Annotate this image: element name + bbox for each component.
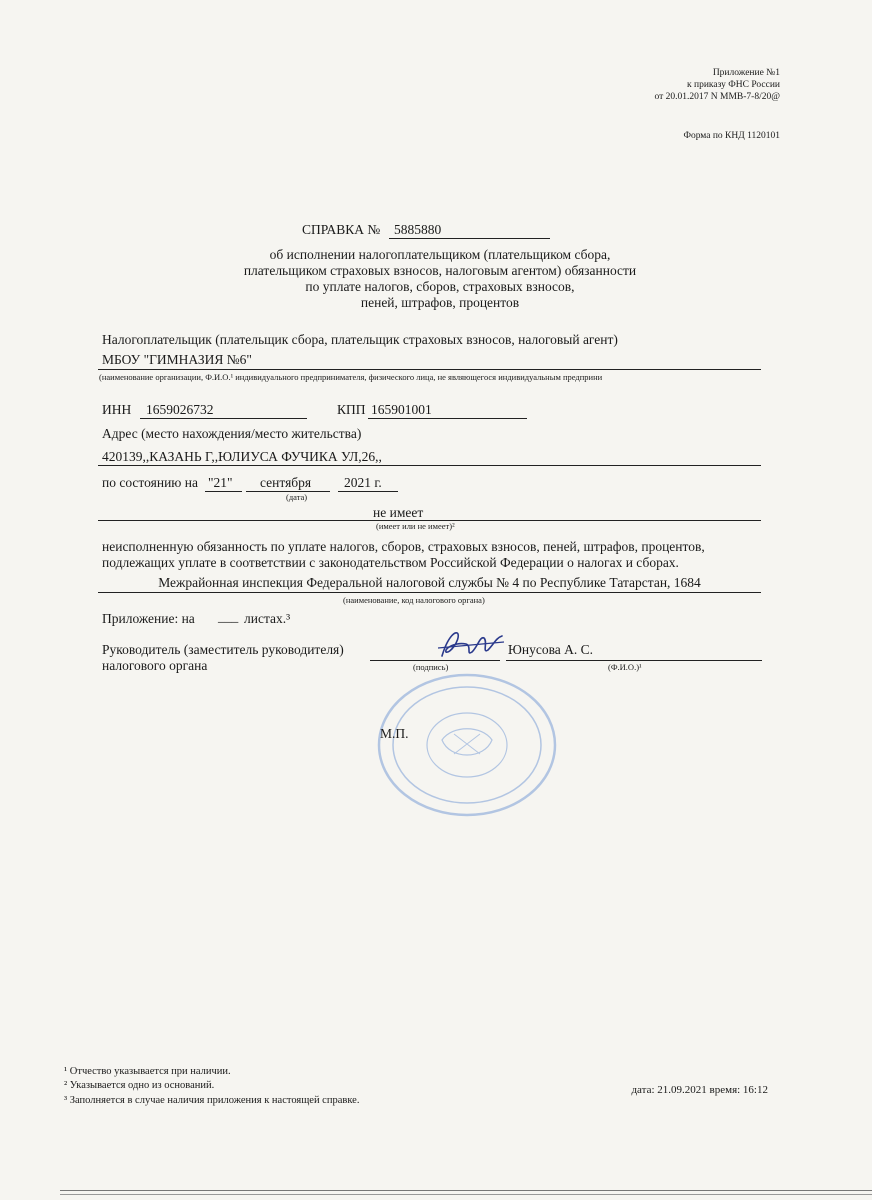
signer-role-line-2: налогового органа	[102, 658, 208, 673]
title-line-1: об исполнении налогоплательщиком (плательщиком сбора,	[269, 247, 611, 262]
seal-place-label: М.П.	[380, 726, 409, 741]
date-month: сентября	[260, 475, 312, 490]
print-timestamp: дата: 21.09.2021 время: 16:12	[631, 1084, 768, 1096]
attachment-blank: ___	[218, 609, 239, 624]
signature-caption: (подпись)	[413, 662, 449, 672]
footnote-3: ³ Заполняется в случае наличия приложения к настоящей справке.	[64, 1095, 360, 1106]
tax-authority-name: Межрайонная инспекция Федеральной налоговой службы № 4 по Республике Татарстан, 1684	[158, 575, 701, 590]
official-stamp-seal	[372, 670, 562, 820]
obligation-text-2: подлежащих уплате в соответствии с законодательством Российской Федерации о налогах и сборах.	[102, 555, 679, 570]
title-line-2: плательщиком страховых взносов, налоговым агентом) обязанности	[243, 263, 637, 278]
form-code: Форма по КНД 1120101	[683, 131, 780, 141]
kpp-value: 165901001	[371, 402, 432, 417]
address-value: 420139,,КАЗАНЬ Г,,ЮЛИУСА ФУЧИКА УЛ,26,,	[102, 449, 382, 464]
obligation-text-1: неисполненную обязанность по уплате налогов, сборов, страховых взносов, пеней, штрафов, процентов,	[102, 539, 705, 554]
taxpayer-name: МБОУ "ГИМНАЗИЯ №6"	[102, 352, 252, 367]
attachment-sheets: листах.³	[244, 611, 291, 626]
handwritten-signature	[436, 626, 506, 662]
order-label: к приказу ФНС России	[687, 80, 780, 90]
signer-role-line-1: Руководитель (заместитель руководителя)	[102, 642, 344, 657]
taxpayer-label: Налогоплательщик (плательщик сбора, плательщик страховых взносов, налоговый агент)	[102, 332, 618, 347]
date-day: "21"	[208, 475, 233, 490]
certificate-number: 5885880	[394, 222, 442, 237]
address-label: Адрес (место нахождения/место жительства)	[102, 426, 362, 441]
tax-authority-caption: (наименование, код налогового органа)	[343, 595, 485, 605]
obligation-status: не имеет	[373, 505, 424, 520]
as-of-label: по состоянию на	[102, 475, 198, 490]
signer-name: Юнусова А. С.	[508, 642, 594, 657]
certificate-title: СПРАВКА №	[302, 222, 381, 237]
footnote-1: ¹ Отчество указывается при наличии.	[64, 1066, 231, 1077]
obligation-caption: (имеет или не имеет)²	[376, 521, 455, 531]
attachment-label: Приложение: на	[102, 611, 195, 626]
appendix-label: Приложение №1	[712, 68, 780, 78]
order-date: от 20.01.2017 N ММВ-7-8/20@	[654, 92, 780, 102]
date-caption: (дата)	[286, 492, 308, 502]
taxpayer-caption: (наименование организации, Ф.И.О.¹ индивидуального предпринимателя, физического лица, не являющегося индивидуальным предприни	[99, 372, 603, 382]
title-line-3: по уплате налогов, сборов, страховых взносов,	[305, 279, 575, 294]
inn-value: 1659026732	[146, 402, 214, 417]
fio-caption: (Ф.И.О.)¹	[608, 662, 642, 672]
footnote-2: ² Указывается одно из оснований.	[64, 1080, 215, 1091]
title-line-4: пеней, штрафов, процентов	[360, 295, 520, 310]
kpp-label: КПП	[337, 402, 366, 417]
inn-label: ИНН	[102, 402, 132, 417]
date-year: 2021 г.	[344, 475, 382, 490]
